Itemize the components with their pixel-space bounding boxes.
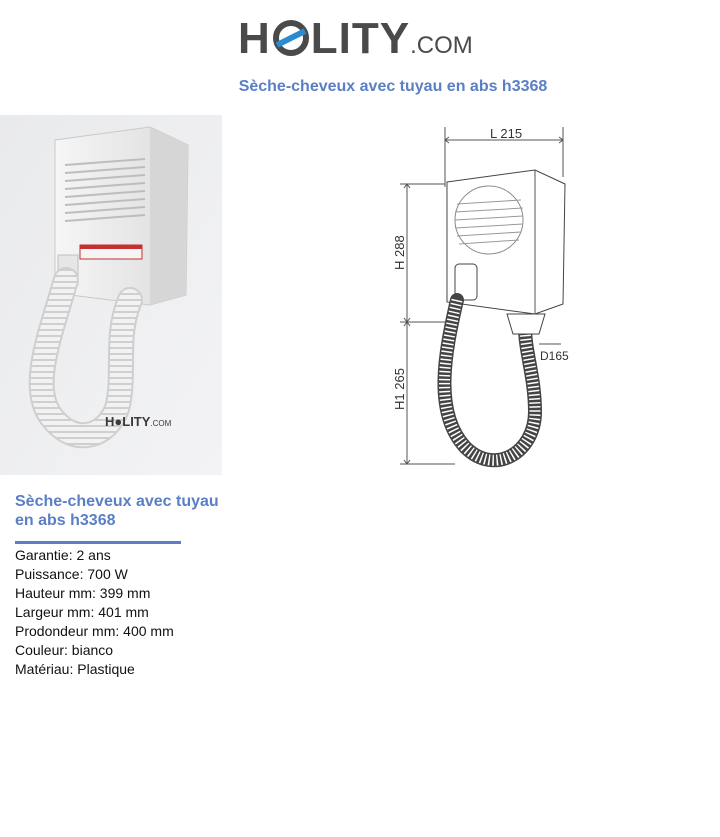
watermark-letters-lity: LITY [122,414,151,429]
spec-item: Garantie: 2 ans [15,547,111,563]
spec-item: Puissance: 700 W [15,566,128,582]
product-title: Sèche-cheveux avec tuyau en abs h3368 [15,493,219,529]
spec-item: Matériau: Plastique [15,661,135,677]
spec-item: Prodondeur mm: 400 mm [15,623,174,639]
drawing-width-label: L 215 [490,126,523,141]
drawing-height-label: H 288 [392,235,407,270]
title-underline [15,541,181,544]
spec-item: Largeur mm: 401 mm [15,604,149,620]
drawing-diameter-label: D165 [540,349,569,363]
watermark-o-icon: ● [114,414,123,429]
watermark-domain: .COM [150,419,172,428]
logo-o-icon [271,14,311,63]
page-subtitle: Sèche-cheveux avec tuyau en abs h3368 [238,78,548,95]
watermark-letter-h: H [105,414,115,429]
spec-list [15,546,174,679]
brand-logo[interactable] [238,14,488,64]
logo-domain: .COM [410,32,473,59]
product-photo [0,115,222,475]
logo-letter-h: H [238,14,271,63]
logo-letters-lity: LITY [310,14,411,63]
drawing-hose-label: H1 265 [392,368,407,410]
dimension-drawing [385,122,585,472]
spec-item: Couleur: bianco [15,642,114,658]
spec-item: Hauteur mm: 399 mm [15,585,151,601]
